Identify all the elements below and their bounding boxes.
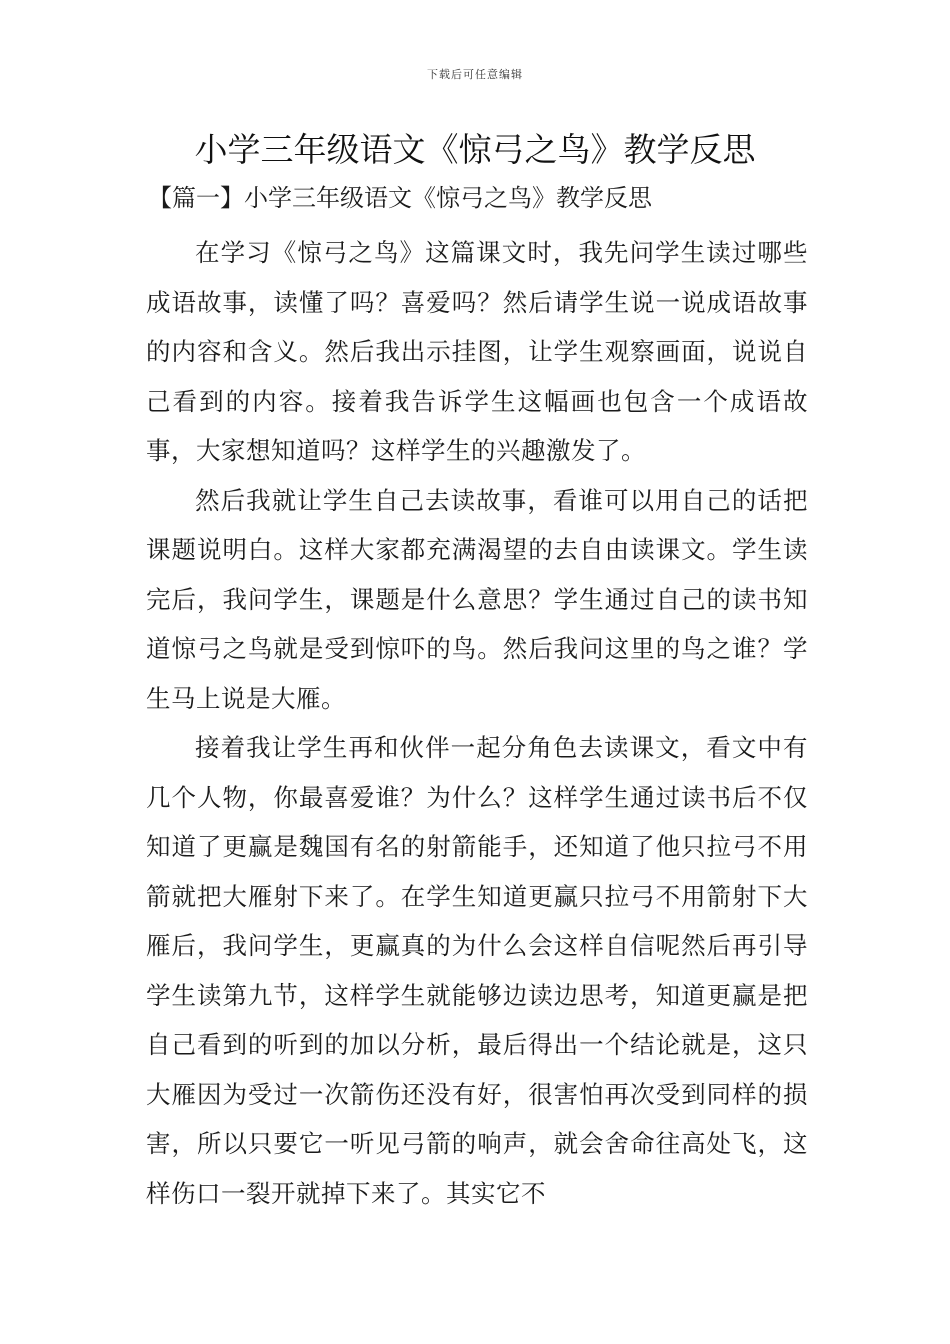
- body-paragraph: 接着我让学生再和伙伴一起分角色去读课文，看文中有几个人物，你最喜爱谁？为什么？这样学生通过读书后不仅知道了更赢是魏国有名的射箭能手，还知道了他只拉弓不用箭就把大雁射下来了。在学生知道更赢只拉弓不用箭射下大雁后，我问学生，更赢真的为什么会这样自信呢然后再引导学生读第九节，这样学生就能够边读边思考，知道更赢是把自己看到的听到的加以分析，最后得出一个结论就是，这只大雁因为受过一次箭伤还没有好，很害怕再次受到同样的损害，所以只要它一听见弓箭的响声，就会舍命往高处飞，这样伤口一裂开就掉下来了。其实它不: [146, 733, 808, 1208]
- page-header-note: 下载后可任意编辑: [427, 68, 523, 81]
- document-title: 小学三年级语文《惊弓之鸟》教学反思: [194, 130, 756, 169]
- section-heading: 【篇一】小学三年级语文《惊弓之鸟》教学反思: [148, 184, 652, 212]
- document-body: [146, 228, 808, 1218]
- body-paragraph: 然后我就让学生自己去读故事，看谁可以用自己的话把课题说明白。这样大家都充满渴望的去自由读课文。学生读完后，我问学生，课题是什么意思？学生通过自己的读书知道惊弓之鸟就是受到惊吓的鸟。然后我问这里的鸟之谁？学生马上说是大雁。: [146, 485, 808, 713]
- body-paragraph: 在学习《惊弓之鸟》这篇课文时，我先问学生读过哪些成语故事，读懂了吗？喜爱吗？然后请学生说一说成语故事的内容和含义。然后我出示挂图，让学生观察画面，说说自己看到的内容。接着我告诉学生这幅画也包含一个成语故事，大家想知道吗？这样学生的兴趣激发了。: [146, 238, 808, 465]
